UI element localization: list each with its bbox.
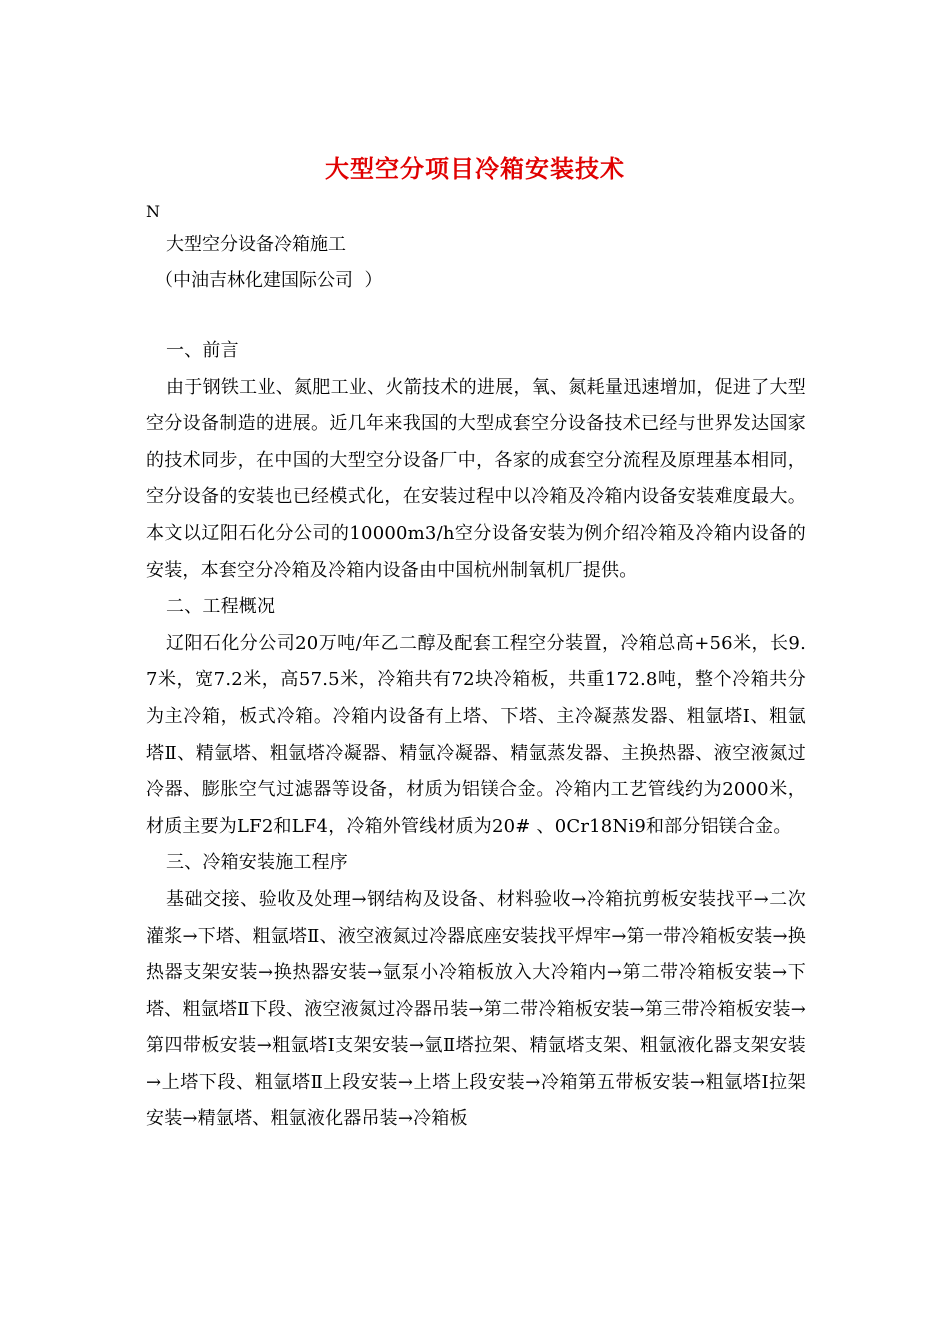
- organization-line: （中油吉林化建国际公司 ）: [155, 270, 383, 291]
- section-paragraph-overview: 辽阳石化分公司20万吨/年乙二醇及配套工程空分装置，冷箱总高+56米，长9.7米，宽7.2米，高57.5米，冷箱共有72块冷箱板，共重172.8吨，整个冷箱共分为主冷箱，板式冷箱。冷箱内设备有上塔、下塔、主冷凝蒸发器、粗氩塔Ⅰ、粗氩塔Ⅱ、精氩塔、粗氩塔冷凝器、精氩冷凝器、精氩蒸发器、主换热器、液空液氮过冷器、膨胀空气过滤器等设备，材质为铝镁合金。冷箱内工艺管线约为2000米，材质主要为LF2和LF4，冷箱外管线材质为20# 、0Cr18Ni9和部分铝镁合金。: [146, 632, 806, 837]
- section-heading-overview: 二、工程概况: [166, 596, 276, 618]
- document-subtitle: 大型空分设备冷箱施工: [166, 234, 346, 255]
- section-heading-procedure: 三、冷箱安装施工程序: [166, 852, 348, 874]
- document-title: 大型空分项目冷箱安装技术: [325, 154, 625, 183]
- document-body: [146, 333, 806, 1138]
- section-paragraph-preface: 由于钢铁工业、氮肥工业、火箭技术的进展，氧、氮耗量迅速增加，促进了大型空分设备制造的进展。近几年来我国的大型成套空分设备技术已经与世界发达国家的技术同步，在中国的大型空分设备厂中，各家的成套空分流程及原理基本相同，空分设备的安装也已经模式化，在安装过程中以冷箱及冷箱内设备安装难度最大。本文以辽阳石化分公司的10000m3/h空分设备安装为例介绍冷箱及冷箱内设备的安装，本套空分冷箱及冷箱内设备由中国杭州制氧机厂提供。: [146, 376, 806, 581]
- section-heading-preface: 一、前言: [166, 340, 239, 361]
- section-paragraph-procedure: 基础交接、验收及处理→钢结构及设备、材料验收→冷箱抗剪板安装找平→二次灌浆→下塔、粗氩塔Ⅱ、液空液氮过冷器底座安装找平焊牢→第一带冷箱板安装→换热器支架安装→换热器安装→氩泵小冷箱板放入大冷箱内→第二带冷箱板安装→下塔、粗氩塔Ⅱ下段、液空液氮过冷器吊装→第二带冷箱板安装→第三带冷箱板安装→第四带板安装→粗氩塔Ⅰ支架安装→氩Ⅱ塔拉架、精氩塔支架、粗氩液化器支架安装→上塔下段、粗氩塔Ⅱ上段安装→上塔上段安装→冷箱第五带板安装→粗氩塔Ⅰ拉架安装→精氩塔、粗氩液化器吊装→冷箱板: [146, 888, 806, 1130]
- document-mark: N: [146, 202, 160, 221]
